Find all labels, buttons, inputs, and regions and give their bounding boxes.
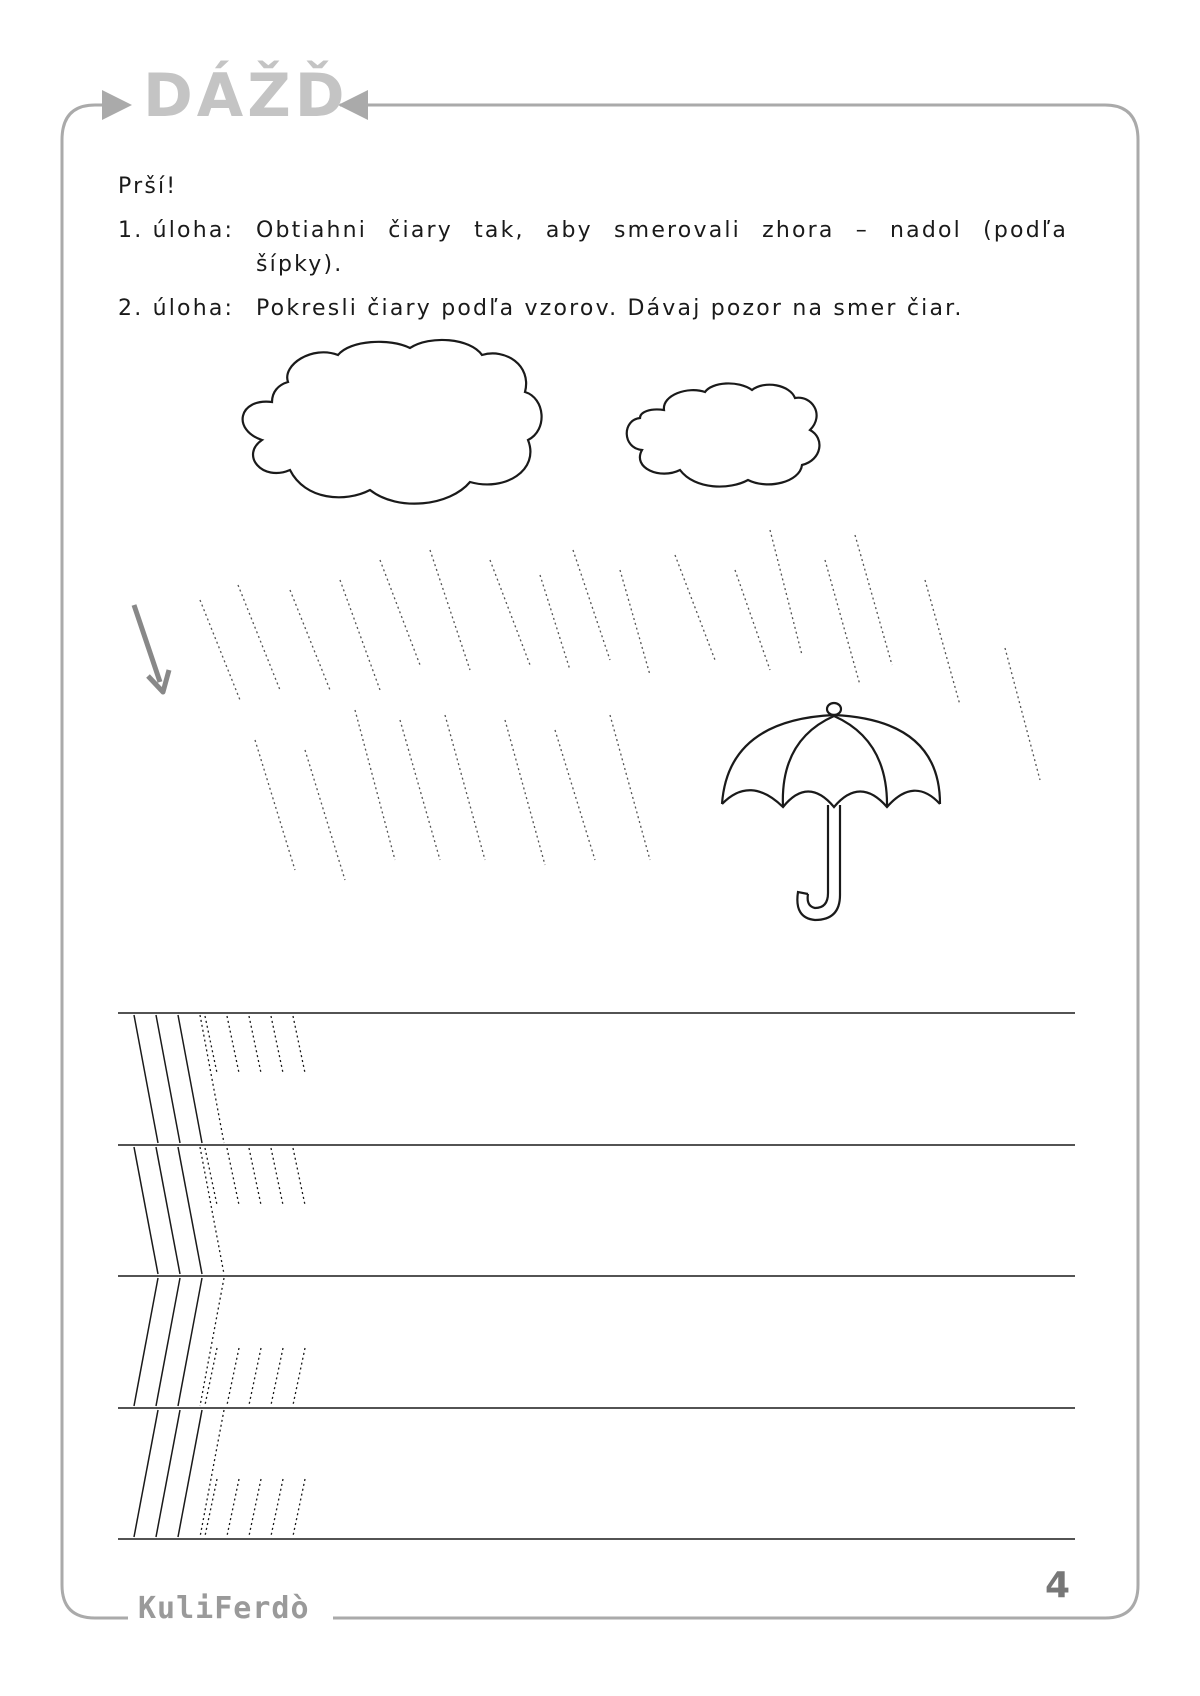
practice-stroke — [271, 1148, 283, 1205]
instructions — [118, 170, 1068, 336]
model-slant-line — [134, 1410, 158, 1537]
practice-stroke — [293, 1016, 305, 1073]
rain-line — [305, 750, 345, 880]
practice-stroke — [227, 1148, 239, 1205]
practice-stroke — [271, 1016, 283, 1073]
model-slant-line — [134, 1278, 158, 1406]
direction-arrow — [134, 605, 160, 682]
umbrella-icon — [722, 703, 940, 920]
rain-line — [555, 730, 595, 860]
practice-stroke — [205, 1148, 217, 1205]
rain-line — [340, 580, 380, 690]
model-slant-line — [156, 1147, 180, 1274]
rain-line — [1005, 648, 1040, 780]
model-slant-line — [200, 1147, 224, 1274]
rain-line — [573, 550, 610, 660]
practice-stroke — [227, 1348, 239, 1405]
cloud-large — [243, 340, 542, 504]
page-number: 4 — [1045, 1565, 1071, 1606]
practice-stroke — [271, 1348, 283, 1405]
model-slant-line — [178, 1147, 202, 1274]
task-2 — [118, 292, 1068, 326]
practice-stroke — [293, 1348, 305, 1405]
rain-line — [770, 530, 802, 655]
rain-line — [610, 715, 650, 860]
task-1-label: 1. úloha: — [118, 218, 235, 243]
practice-stroke — [249, 1479, 261, 1536]
practice-stroke — [249, 1016, 261, 1073]
rain-line — [380, 560, 420, 665]
intro-text: Prší! — [118, 174, 178, 199]
writing-rows — [118, 1013, 1075, 1539]
model-slant-line — [156, 1278, 180, 1406]
task-1 — [118, 214, 1068, 282]
model-slant-line — [178, 1410, 202, 1537]
model-slant-line — [134, 1147, 158, 1274]
rain-line — [825, 560, 860, 685]
rain-line — [505, 720, 545, 865]
practice-stroke — [205, 1016, 217, 1073]
task-1-text: Obtiahni čiary tak, aby smerovali zhora – nadol (podľa šípky). — [256, 218, 1068, 277]
model-slant-line — [200, 1278, 224, 1406]
rain-line — [445, 715, 485, 860]
practice-stroke — [249, 1348, 261, 1405]
rain-line — [430, 550, 470, 670]
page-title: DÁŽĎ — [143, 61, 349, 131]
practice-stroke — [293, 1148, 305, 1205]
practice-stroke — [205, 1348, 217, 1405]
model-slant-line — [134, 1015, 158, 1143]
model-slant-line — [178, 1015, 202, 1143]
rain-line — [200, 600, 240, 700]
rain-line — [490, 560, 530, 665]
practice-stroke — [293, 1479, 305, 1536]
model-slant-line — [178, 1278, 202, 1406]
practice-stroke — [271, 1479, 283, 1536]
task-2-text: Pokresli čiary podľa vzorov. Dávaj pozor na smer čiar. — [256, 296, 964, 321]
model-slant-line — [156, 1015, 180, 1143]
task-2-label: 2. úloha: — [118, 296, 235, 321]
practice-stroke — [205, 1479, 217, 1536]
rain-line — [355, 710, 395, 860]
rain-line — [675, 555, 715, 660]
model-slant-line — [156, 1410, 180, 1537]
rain-line — [735, 570, 770, 670]
rain-line — [855, 535, 892, 665]
cloud-small — [627, 383, 820, 486]
model-slant-line — [200, 1015, 224, 1143]
model-slant-line — [200, 1410, 224, 1537]
rain-line — [290, 590, 330, 690]
rain-line — [238, 585, 280, 690]
rain-line — [620, 570, 650, 675]
rain-line — [925, 580, 960, 705]
practice-stroke — [249, 1148, 261, 1205]
brand-logo: KuliFerdò — [138, 1591, 310, 1626]
rain-lines — [200, 530, 1040, 880]
rain-line — [255, 740, 295, 870]
practice-stroke — [227, 1016, 239, 1073]
rain-line — [540, 575, 570, 670]
practice-stroke — [227, 1479, 239, 1536]
rain-line — [400, 720, 440, 860]
